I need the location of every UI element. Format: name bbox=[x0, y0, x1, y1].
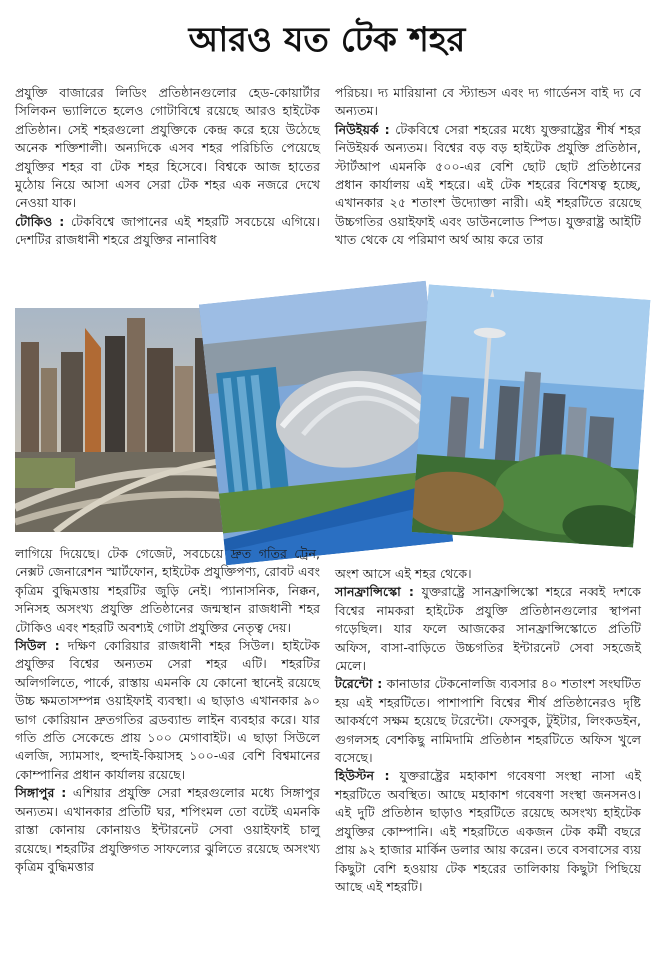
seoul-label: সিউল : bbox=[15, 638, 60, 654]
newyork-paragraph: নিউইয়র্ক : টেকবিশ্বে সেরা শহরের মধ্যে যুক্তরাষ্ট্রের শীর্ষ শহর নিউইয়র্ক অন্যতম। বিশ্বের বড় বড় হাইটেক প্রযুক্তি প্রতিষ্ঠান, স্টার্টআপ এমনকি ৫০০-এর বেশি ছোট ছোট প্রতিষ্ঠানের প্রধান কার্যালয় এই শহরে। এই টেক শহরের বিশেষত্ব হচ্ছে, এখানকার ২৫ শতাংশ উদ্যোক্তা নারী। এই শহরটিতে রয়েছে উচ্চগতির ওয়াইফাই এবং ডাউনলোড স্পিড। যুক্তরাষ্ট্র আইটি খাত থেকে যে পরিমাণ অর্থ আয় করে তার bbox=[335, 121, 641, 248]
houston-paragraph: হিউস্টন : যুক্তরাষ্ট্রের মহাকাশ গবেষণা সংস্থা নাসা এই শহরটিতে অবস্থিত। আছে মহাকাশ গবেষণা সংস্থা জনসনও। এই দুটি প্রতিষ্ঠান ছাড়াও শহরটিতে রয়েছে অসংখ্য হাইটেক প্রযুক্তির কোম্পানি। এই শহরটিতে একজন টেক কর্মী বছরে প্রায় ৯২ হাজার মার্কিন ডলার আয় করেন। তবে বসবাসের ব্যয় কিছুটা বেশি হওয়ায় টেক শহরের তালিকায় কিছুটা পিছিয়ে আছে এই শহরটি। bbox=[335, 768, 641, 894]
column-right-top bbox=[335, 84, 641, 250]
singapore-label: সিঙ্গাপুর : bbox=[15, 785, 67, 801]
seattle-continued: পরিচয়। দ্য মারিয়ানা বে স্ট্যান্ডস এবং দ্য গার্ডেনস বাই দ্য বে অন্যতম। bbox=[335, 85, 641, 119]
column-left-top bbox=[15, 84, 320, 250]
newyork-label: নিউইয়র্ক : bbox=[335, 121, 390, 137]
tokyo-continued: লাগিয়ে দিয়েছে। টেক গেজেট, সবচেয়ে দ্রুত গতির ট্রেন, নেক্সট জেনারেশন স্মার্টফোন, হাইটেক প্রযুক্তিপণ্য, রোবট এবং কৃত্রিম বুদ্ধিমত্তায় শহরটির জুড়ি নেই। প্যানাসনিক, নিক্কন, সনিসহ অসংখ্য প্রযুক্তি প্রতিষ্ঠানের জন্মস্থান রাজধানী শহর টোকিও এবং শহরটি অবশ্যই গোটা প্রযুক্তির নেতৃত্ব দেয়। bbox=[15, 546, 320, 635]
toronto-label: টরেন্টো : bbox=[335, 676, 383, 692]
page-title: আরও যত টেক শহর bbox=[188, 20, 466, 60]
singapore-paragraph: সিঙ্গাপুর : এশিয়ার প্রযুক্তি সেরা শহরগুলোর মধ্যে সিঙ্গাপুর অন্যতম। এখানকার প্রতিটি ঘর, শপিংমল তো বটেই এমনকি রাস্তা কোনায় কোনায়ও ইন্টারনেট সেবা ওয়াইফাই চালু রয়েছে। শহরটির প্রযুক্তিগত সাফল্যের ঝুলিতে রয়েছে অসংখ্য কৃত্রিম বুদ্ধিমত্তার bbox=[15, 785, 320, 874]
tokyo-paragraph: টোকিও : টেকবিশ্বে জাপানের এই শহরটি সবচেয়ে এগিয়ে। দেশটির রাজধানী শহরে প্রযুক্তির নানাবিধ bbox=[15, 213, 320, 248]
tokyo-label: টোকিও : bbox=[15, 213, 65, 229]
sanfrancisco-paragraph: সানফ্রান্সিস্কো : যুক্তরাষ্ট্রে সানফ্রান্সিস্কো শহরে নব্বই দশকে বিশ্বের নামকরা হাইটেক প্রযুক্তি প্রতিষ্ঠানগুলোর স্থাপনা গড়েছিল। যার ফলে আজকের সানফ্রান্সিস্কোতে প্রতিটি অফিস, বাসা-বাড়িতে উচ্চগতির ইন্টারনেট সেবা সহজেই মেলে। bbox=[335, 584, 641, 674]
column-left-bottom bbox=[15, 545, 320, 876]
seoul-paragraph: সিউল : দক্ষিণ কোরিয়ার রাজধানী শহর সিউল। হাইটেক প্রযুক্তির বিশ্বের অন্যতম সেরা শহর এটি। শহরটির অলিগলিতে, পার্কে, রাস্তায় এমনকি যে কোনো স্থানেই রয়েছে উচ্চ ক্ষমতাসম্পন্ন ওয়াইফাই ব্যবস্থা। এ ছাড়াও এখানকার ৯০ ভাগ কোরিয়ান দ্রুতগতির ব্রডব্যান্ড লাইন ব্যবহার করে। যার গতি প্রতি সেকেন্ডে প্রায় ১০০ মেগাবাইট। এ ছাড়া সিউলে এলজি, স্যামসাং, হুন্দাই-কিয়াসহ ১০০-এর বেশি বিশ্বমানের কোম্পানির প্রধান কার্যালয় রয়েছে। bbox=[15, 638, 320, 782]
toronto-paragraph: টরেন্টো : কানাডার টেকনোলজি ব্যবসার ৪০ শতাংশ সংঘটিত হয় এই শহরটিতে। পাশাপাশি বিশ্বের শীর্ষ প্রতিষ্ঠানেরও দৃষ্টি আকর্ষণে সক্ষম হয়েছে টরেন্টো। ফেসবুক, টুইটার, লিংকডইন, গুগলসহ বেশকিছু নামিদামি প্রতিষ্ঠান শহরটিতে অফিস খুলে বসেছে। bbox=[335, 676, 641, 766]
sanfrancisco-label: সানফ্রান্সিস্কো : bbox=[335, 584, 414, 600]
city-photo-right bbox=[412, 285, 651, 548]
newyork-continued: অংশ আসে এই শহর থেকে। bbox=[335, 566, 472, 581]
intro-paragraph: প্রযুক্তি বাজারের লিডিং প্রতিষ্ঠানগুলোর হেড-কোয়ার্টার সিলিকন ভ্যালিতে হলেও গোটাবিশ্বে রয়েছে আরও হাইটেক প্রতিষ্ঠান। সেই শহরগুলো প্রযুক্তিকে কেন্দ্র করে হয়ে উঠেছে অনেক শক্তিশালী। অন্যদিকে এসব শহর পরিচিতি পেয়েছে প্রযুক্তির শহর বা টেক শহর হিসেবে। বিশ্বকে আজ হাতের মুঠোয় নিয়ে আসা এসব সেরা টেক শহর এক নজরে দেখে নেওয়া যাক। bbox=[15, 85, 320, 211]
houston-label: হিউস্টন : bbox=[335, 768, 390, 784]
column-right-bottom bbox=[335, 565, 641, 896]
